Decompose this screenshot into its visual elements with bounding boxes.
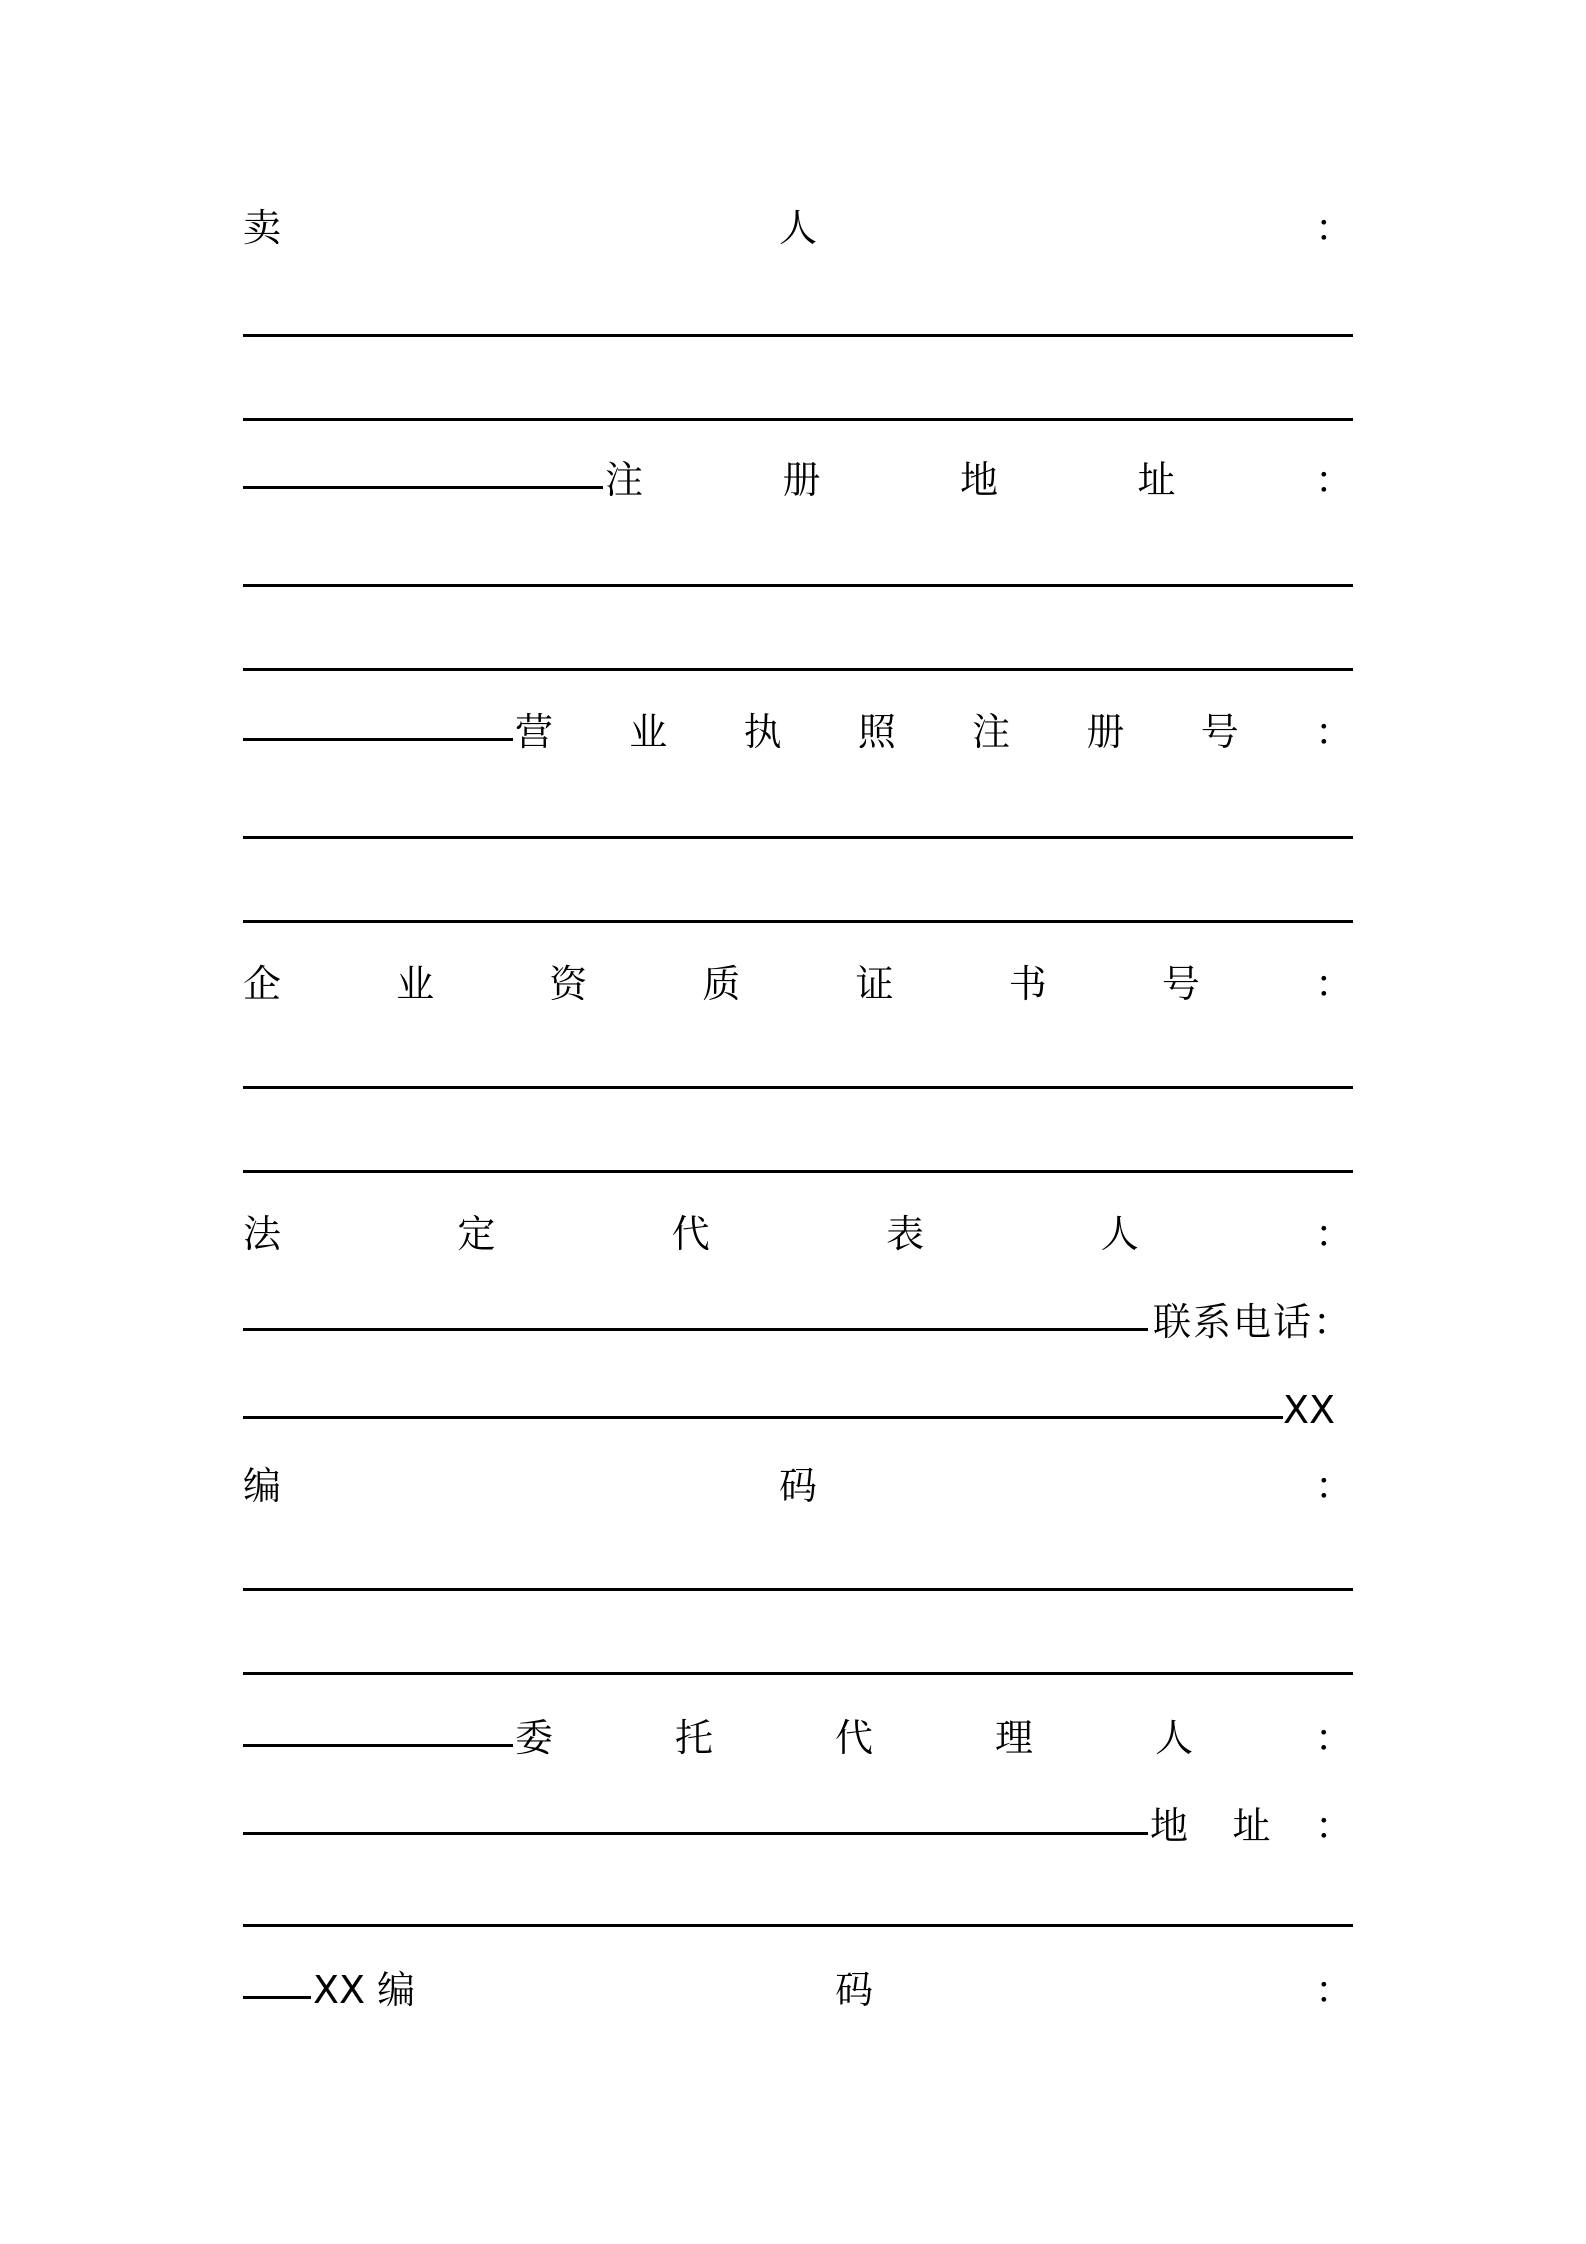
qualification-colon: ： [1314, 962, 1353, 1006]
address-char-2: 址 [1232, 1804, 1271, 1848]
agent-char-5: 人 [1154, 1716, 1193, 1760]
registered-address-prefix-blank[interactable] [243, 456, 603, 489]
legal-rep-char-3: 代 [671, 1212, 710, 1256]
business-license-char-4: 照 [857, 710, 896, 754]
legal-rep-blank[interactable] [243, 1298, 1148, 1331]
qualification-char-1: 企 [243, 962, 282, 1006]
registered-address-char-4: 址 [1137, 458, 1176, 502]
phone-xx-row [243, 1386, 1353, 1434]
business-license-char-1: 营 [515, 710, 554, 754]
business-license-colon: ： [1314, 710, 1353, 754]
postal-code-2-row [243, 1966, 1353, 2014]
qualification-blank-line-1[interactable] [243, 1086, 1353, 1089]
address-char-1: 地 [1150, 1804, 1189, 1848]
xx-tail-text: XX [1283, 1388, 1336, 1432]
registered-address-colon: ： [1314, 458, 1353, 502]
qualification-char-5: 证 [855, 962, 894, 1006]
postal-code-1-blank-line-2[interactable] [243, 1672, 1353, 1675]
seller-label [243, 204, 1353, 252]
postal-code-1-char-1: 编 [243, 1464, 282, 1508]
agent-prefix-blank[interactable] [243, 1714, 513, 1747]
seller-blank-line-1[interactable] [243, 334, 1353, 337]
business-license-prefix-blank[interactable] [243, 708, 513, 741]
seller-char-1: 卖 [243, 206, 282, 250]
legal-representative-row [243, 1210, 1353, 1258]
qualification-blank-line-2[interactable] [243, 1170, 1353, 1173]
postal-code-1-row [243, 1462, 1353, 1510]
postal-code-1-colon: ： [1314, 1464, 1353, 1508]
agent-blank[interactable] [243, 1802, 1148, 1835]
registered-address-blank-line-2[interactable] [243, 668, 1353, 671]
qualification-char-3: 资 [549, 962, 588, 1006]
qualification-char-6: 书 [1008, 962, 1047, 1006]
business-license-row [243, 708, 1353, 756]
qualification-cert-row [243, 960, 1353, 1008]
legal-rep-colon: ： [1314, 1212, 1353, 1256]
address-row [243, 1802, 1353, 1850]
contact-phone-row [243, 1298, 1353, 1346]
legal-rep-char-1: 法 [243, 1212, 282, 1256]
postal-code-1-blank-line-1[interactable] [243, 1588, 1353, 1591]
agent-char-2: 托 [674, 1716, 713, 1760]
business-license-char-2: 业 [629, 710, 668, 754]
seller-colon: ： [1314, 206, 1353, 250]
postal-code-1-char-2: 码 [778, 1464, 817, 1508]
registered-address-char-3: 地 [959, 458, 998, 502]
qualification-char-2: 业 [396, 962, 435, 1006]
business-license-blank-line-1[interactable] [243, 836, 1353, 839]
legal-rep-char-5: 人 [1100, 1212, 1139, 1256]
business-license-blank-line-2[interactable] [243, 920, 1353, 923]
business-license-char-6: 册 [1086, 710, 1125, 754]
agent-char-4: 理 [994, 1716, 1033, 1760]
agent-row [243, 1714, 1353, 1762]
seller-char-2: 人 [778, 206, 817, 250]
agent-colon: ： [1314, 1716, 1353, 1760]
registered-address-blank-line-1[interactable] [243, 584, 1353, 587]
qualification-char-4: 质 [702, 962, 741, 1006]
contact-phone-label: 联系电话： [1152, 1300, 1353, 1344]
legal-rep-char-4: 表 [886, 1212, 925, 1256]
address-tail-blank[interactable] [243, 1966, 311, 1999]
legal-rep-char-2: 定 [457, 1212, 496, 1256]
qualification-char-7: 号 [1161, 962, 1200, 1006]
postal-code-2-prefix: XX 编 [313, 1968, 416, 2012]
seller-blank-line-2[interactable] [243, 418, 1353, 421]
address-blank-line[interactable] [243, 1924, 1353, 1927]
address-colon: ： [1314, 1804, 1353, 1848]
business-license-char-3: 执 [743, 710, 782, 754]
registered-address-char-1: 注 [605, 458, 644, 502]
agent-char-1: 委 [515, 1716, 554, 1760]
registered-address-row [243, 456, 1353, 504]
contact-phone-blank[interactable] [243, 1386, 1283, 1419]
agent-char-3: 代 [834, 1716, 873, 1760]
postal-code-2-char-1: 码 [835, 1968, 874, 2012]
business-license-char-5: 注 [972, 710, 1011, 754]
postal-code-2-colon: ： [1314, 1968, 1353, 2012]
registered-address-char-2: 册 [782, 458, 821, 502]
business-license-char-7: 号 [1200, 710, 1239, 754]
